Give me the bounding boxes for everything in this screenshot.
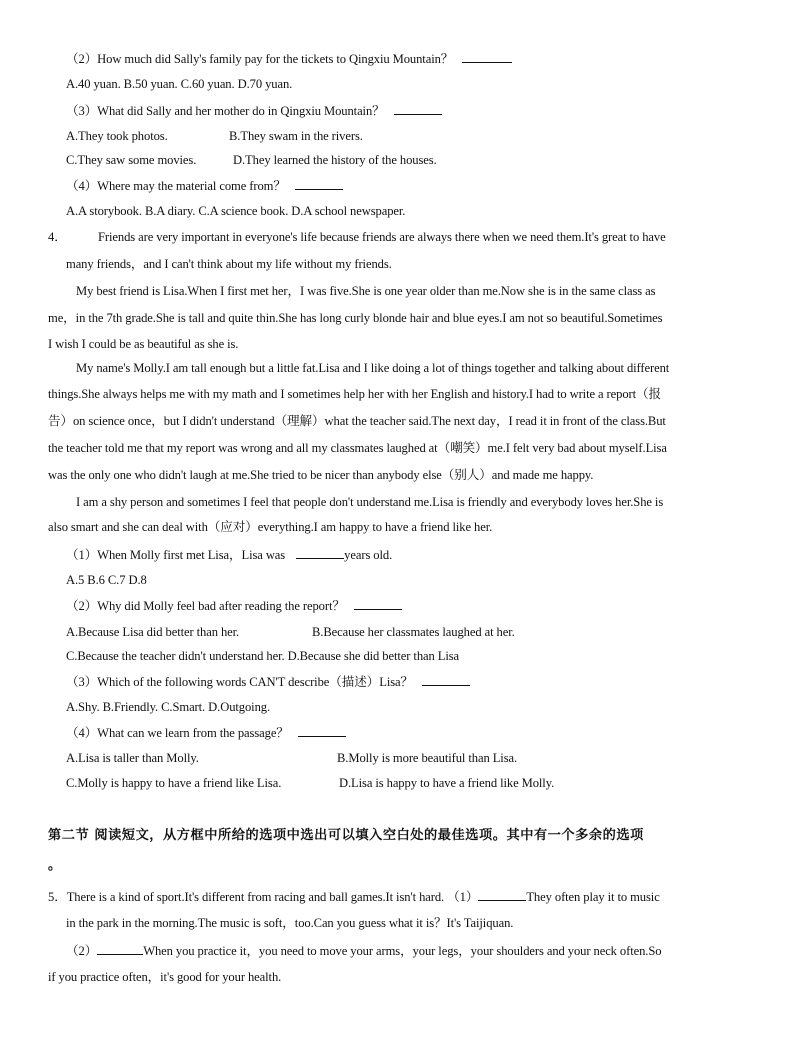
q4-sub1-stem xyxy=(66,546,392,563)
answer-blank[interactable] xyxy=(298,724,346,737)
q4-sub2-text: （2）Why did Molly feel bad after reading the report？ xyxy=(66,599,345,613)
q4-sub2-option-b: B.Because her classmates laughed at her. xyxy=(312,625,515,639)
q4-p2-line1: My best friend is Lisa.When I first met her，I was five.She is one year older than me.Now she is in the same class as xyxy=(76,284,656,298)
section-2-heading-end: 。 xyxy=(48,858,62,873)
q4-sub4-option-d: D.Lisa is happy to have a friend like Molly. xyxy=(339,776,555,790)
q5-line1-text-b: They often play it to music xyxy=(526,890,660,904)
answer-blank[interactable] xyxy=(295,177,343,190)
q4-p4-line2: also smart and she can deal with（应对）everything.I am happy to have a friend like her. xyxy=(48,520,493,534)
answer-blank[interactable] xyxy=(296,546,344,559)
q3-sub3-option-b: B.They swam in the rivers. xyxy=(229,129,363,143)
answer-blank[interactable] xyxy=(462,50,512,63)
section-2-heading: 第二节 阅读短文，从方框中所给的选项中选出可以填入空白处的最佳选项。其中有一个多余的选项 xyxy=(48,828,644,843)
q4-p2-line3: I wish I could be as beautiful as she is. xyxy=(48,337,239,351)
q3-sub2-stem xyxy=(66,50,512,67)
q4-p3-line2: things.She always helps me with my math and I sometimes help her with her English and history.I had to write a report（报 xyxy=(48,387,662,401)
q4-sub1-text-b: years old. xyxy=(344,548,393,562)
q4-number: 4． xyxy=(48,230,67,244)
answer-blank[interactable] xyxy=(478,888,526,901)
q4-p4-line1: I am a shy person and sometimes I feel that people don't understand me.Lisa is friendly and everybody loves her.She is xyxy=(76,495,664,509)
answer-blank[interactable] xyxy=(394,102,442,115)
q4-p3-line1: My name's Molly.I am tall enough but a little fat.Lisa and I like doing a lot of things together and talking about different xyxy=(76,361,670,375)
q3-sub4-stem xyxy=(66,177,343,194)
q4-p3-line4: the teacher told me that my report was wrong and all my classmates laughed at（嘲笑）me.I felt very bad about myself.Lisa xyxy=(48,441,667,455)
answer-blank[interactable] xyxy=(354,597,402,610)
q4-p3-line3: 告）on science once，but I didn't understand（理解）what the teacher said.The next day，I read it in front of the class.But xyxy=(48,414,666,428)
q5-line3 xyxy=(66,942,661,959)
q3-sub3-stem xyxy=(66,102,442,119)
q4-sub4-stem xyxy=(66,724,346,741)
q4-sub1-text-a: （1）When Molly first met Lisa，Lisa was xyxy=(66,548,286,562)
q4-sub3-options: A.Shy. B.Friendly. C.Smart. D.Outgoing. xyxy=(66,700,271,714)
q4-sub4-text: （4）What can we learn from the passage？ xyxy=(66,726,289,740)
q3-sub4-options: A.A storybook. B.A diary. C.A science book. D.A school newspaper. xyxy=(66,204,406,218)
q4-sub1-options: A.5 B.6 C.7 D.8 xyxy=(66,573,147,587)
q5-line1-text-a: 5．There is a kind of sport.It's different from racing and ball games.It isn't hard. （1） xyxy=(48,890,479,904)
q4-sub2-option-cd: C.Because the teacher didn't understand her. D.Because she did better than Lisa xyxy=(66,649,460,663)
q3-sub3-option-c: C.They saw some movies. xyxy=(66,153,197,167)
q4-sub4-option-c: C.Molly is happy to have a friend like Lisa. xyxy=(66,776,282,790)
q3-sub3-option-d: D.They learned the history of the houses. xyxy=(233,153,437,167)
q5-line3-text-a: （2） xyxy=(66,944,98,958)
q4-p1-line1: Friends are very important in everyone's life because friends are always there when we need them.It's great to have xyxy=(98,230,666,244)
q3-sub2-text: （2）How much did Sally's family pay for the tickets to Qingxiu Mountain？ xyxy=(66,52,454,66)
q3-sub3-text: （3）What did Sally and her mother do in Qingxiu Mountain？ xyxy=(66,104,385,118)
q4-sub2-option-a: A.Because Lisa did better than her. xyxy=(66,625,240,639)
answer-blank[interactable] xyxy=(97,942,143,955)
q4-sub2-stem xyxy=(66,597,402,614)
q4-sub3-text: （3）Which of the following words CAN'T describe（描述）Lisa？ xyxy=(66,675,414,689)
q5-line3-text-b: When you practice it，you need to move your arms，your legs，your shoulders and your neck often.So xyxy=(143,944,662,958)
q5-line4: if you practice often，it's good for your health. xyxy=(48,970,282,984)
q4-p3-line5: was the only one who didn't laugh at me.She tried to be nicer than anybody else（别人）and made me happy. xyxy=(48,468,594,482)
q4-sub4-option-a: A.Lisa is taller than Molly. xyxy=(66,751,199,765)
q5-line1 xyxy=(48,888,660,905)
q4-p1-line2: many friends，and I can't think about my life without my friends. xyxy=(66,257,392,271)
q5-line2: in the park in the morning.The music is soft，too.Can you guess what it is？It's Taijiquan. xyxy=(66,916,514,930)
q4-p2-line2: me，in the 7th grade.She is tall and quite thin.She has long curly blonde hair and blue eyes.I am not so beautiful.Sometimes xyxy=(48,311,663,325)
q3-sub3-option-a: A.They took photos. xyxy=(66,129,168,143)
q4-sub3-stem xyxy=(66,673,470,690)
q3-sub2-options: A.40 yuan. B.50 yuan. C.60 yuan. D.70 yuan. xyxy=(66,77,293,91)
q4-sub4-option-b: B.Molly is more beautiful than Lisa. xyxy=(337,751,518,765)
answer-blank[interactable] xyxy=(422,673,470,686)
q3-sub4-text: （4）Where may the material come from？ xyxy=(66,179,286,193)
